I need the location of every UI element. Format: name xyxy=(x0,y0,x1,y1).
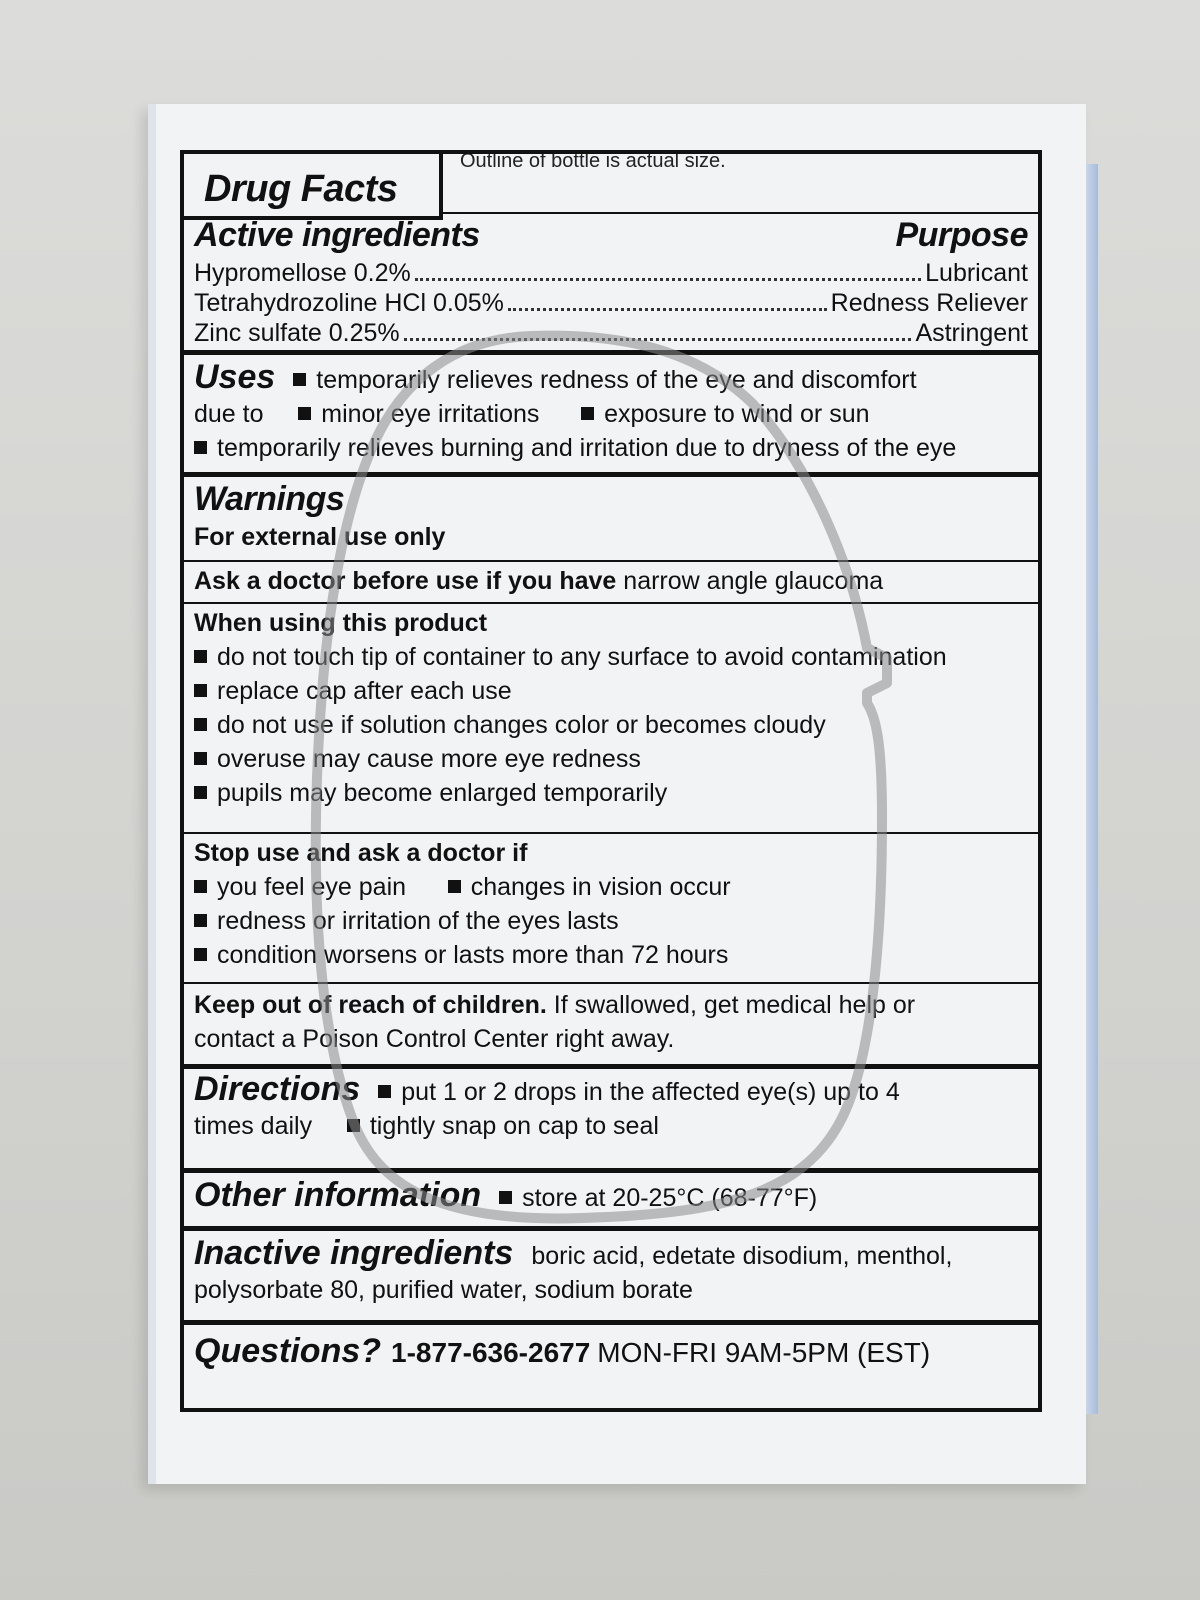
list-item-text: condition worsens or lasts more than 72 hours xyxy=(217,941,729,969)
title-tab xyxy=(184,154,443,220)
ask-doctor-label: Ask a doctor before use if you have xyxy=(194,567,617,595)
uses-due-to: due to xyxy=(194,400,264,428)
bullet-icon xyxy=(194,880,207,893)
divider xyxy=(184,1320,1038,1325)
bullet-icon xyxy=(194,786,207,799)
when-using-heading: When using this product xyxy=(194,609,488,637)
inactive-ingredients-text: boric acid, edetate disodium, menthol, xyxy=(531,1242,953,1270)
drug-facts-panel xyxy=(180,150,1042,1412)
active-ingredients-section xyxy=(194,216,1028,348)
ask-doctor-section xyxy=(194,564,1028,598)
warnings-heading: Warnings xyxy=(194,480,345,518)
divider xyxy=(184,982,1038,984)
bullet-icon xyxy=(378,1085,391,1098)
directions-item: tightly snap on cap to seal xyxy=(369,1112,659,1140)
bullet-icon xyxy=(194,914,207,927)
bullet-icon xyxy=(194,718,207,731)
list-item xyxy=(194,708,1028,742)
inactive-ingredients-text: polysorbate 80, purified water, sodium borate xyxy=(194,1276,693,1304)
bullet-icon xyxy=(293,373,306,386)
list-item xyxy=(194,776,1028,810)
when-using-section xyxy=(194,606,1028,810)
list-item-text: overuse may cause more eye redness xyxy=(217,745,641,773)
bullet-icon xyxy=(194,650,207,663)
bullet-icon xyxy=(499,1191,512,1204)
purpose-heading: Purpose xyxy=(895,216,1028,254)
list-item xyxy=(194,640,1028,674)
other-info-heading: Other information xyxy=(194,1176,482,1214)
list-item-text: do not use if solution changes color or becomes cloudy xyxy=(217,711,826,739)
ingredient-row xyxy=(194,258,1028,288)
list-item-text: do not touch tip of container to any surface to avoid contamination xyxy=(217,643,947,671)
divider xyxy=(184,1064,1038,1069)
active-ingredients-heading: Active ingredients xyxy=(194,216,480,254)
directions-section xyxy=(194,1072,1028,1143)
uses-item: minor eye irritations xyxy=(321,400,540,428)
questions-section xyxy=(194,1334,1028,1371)
keep-out-text: contact a Poison Control Center right away. xyxy=(194,1025,675,1053)
divider xyxy=(184,1226,1038,1231)
uses-item: exposure to wind or sun xyxy=(604,400,870,428)
inactive-ingredients-heading: Inactive ingredients xyxy=(194,1234,514,1272)
inactive-ingredients-section xyxy=(194,1236,1028,1307)
ingredient-name: Zinc sulfate 0.25% xyxy=(194,319,400,347)
external-use-note: For external use only xyxy=(194,523,446,551)
divider xyxy=(184,472,1038,477)
divider xyxy=(439,212,1038,214)
list-item-text: changes in vision occur xyxy=(470,873,731,901)
uses-item: temporarily relieves burning and irritation due to dryness of the eye xyxy=(217,434,957,462)
directions-item: times daily xyxy=(194,1112,313,1140)
list-item-text: redness or irritation of the eyes lasts xyxy=(217,907,619,935)
list-item-text: you feel eye pain xyxy=(217,873,407,901)
ingredient-purpose: Astringent xyxy=(915,319,1028,347)
divider xyxy=(184,350,1038,355)
list-item xyxy=(194,742,1028,776)
bullet-icon xyxy=(581,407,594,420)
ingredient-row xyxy=(194,288,1028,318)
divider xyxy=(184,560,1038,562)
bullet-icon xyxy=(448,880,461,893)
keep-out-text: If swallowed, get medical help or xyxy=(553,991,916,1019)
stop-use-section xyxy=(194,836,1028,972)
ingredient-purpose: Redness Reliever xyxy=(830,289,1028,317)
bullet-icon xyxy=(194,441,207,454)
bullet-icon xyxy=(347,1119,360,1132)
bullet-icon xyxy=(298,407,311,420)
keep-out-label: Keep out of reach of children. xyxy=(194,991,547,1019)
list-item-text: replace cap after each use xyxy=(217,677,512,705)
bullet-icon xyxy=(194,684,207,697)
uses-item: temporarily relieves redness of the eye and discomfort xyxy=(316,366,917,394)
questions-hours: MON-FRI 9AM-5PM (EST) xyxy=(597,1337,931,1368)
leader-dots xyxy=(404,338,912,341)
directions-heading: Directions xyxy=(194,1070,361,1108)
ingredient-name: Hypromellose 0.2% xyxy=(194,259,411,287)
ingredient-name: Tetrahydrozoline HCl 0.05% xyxy=(194,289,504,317)
list-item xyxy=(194,674,1028,708)
warnings-section xyxy=(194,478,1028,554)
bullet-icon xyxy=(194,948,207,961)
ask-doctor-condition: narrow angle glaucoma xyxy=(623,567,884,595)
other-info-item: store at 20-25°C (68-77°F) xyxy=(522,1184,818,1212)
bullet-icon xyxy=(194,752,207,765)
divider xyxy=(184,832,1038,834)
leader-dots xyxy=(415,278,921,281)
ingredient-row xyxy=(194,318,1028,348)
uses-heading: Uses xyxy=(194,358,276,396)
keep-out-section xyxy=(194,988,1028,1056)
uses-section xyxy=(194,360,1028,465)
carton-side-edge xyxy=(1086,164,1098,1414)
list-item-text: pupils may become enlarged temporarily xyxy=(217,779,668,807)
leader-dots xyxy=(508,308,827,311)
drug-facts-title: Drug Facts xyxy=(204,168,398,210)
stop-use-heading: Stop use and ask a doctor if xyxy=(194,839,528,867)
ingredient-purpose: Lubricant xyxy=(925,259,1028,287)
questions-heading: Questions? xyxy=(194,1332,382,1370)
directions-item: put 1 or 2 drops in the affected eye(s) up to 4 xyxy=(401,1078,900,1106)
divider xyxy=(184,602,1038,604)
questions-phone: 1-877-636-2677 xyxy=(391,1337,591,1368)
bottle-outline-note: Outline of bottle is actual size. xyxy=(460,150,726,172)
divider xyxy=(184,1168,1038,1173)
other-info-section xyxy=(194,1178,1028,1215)
